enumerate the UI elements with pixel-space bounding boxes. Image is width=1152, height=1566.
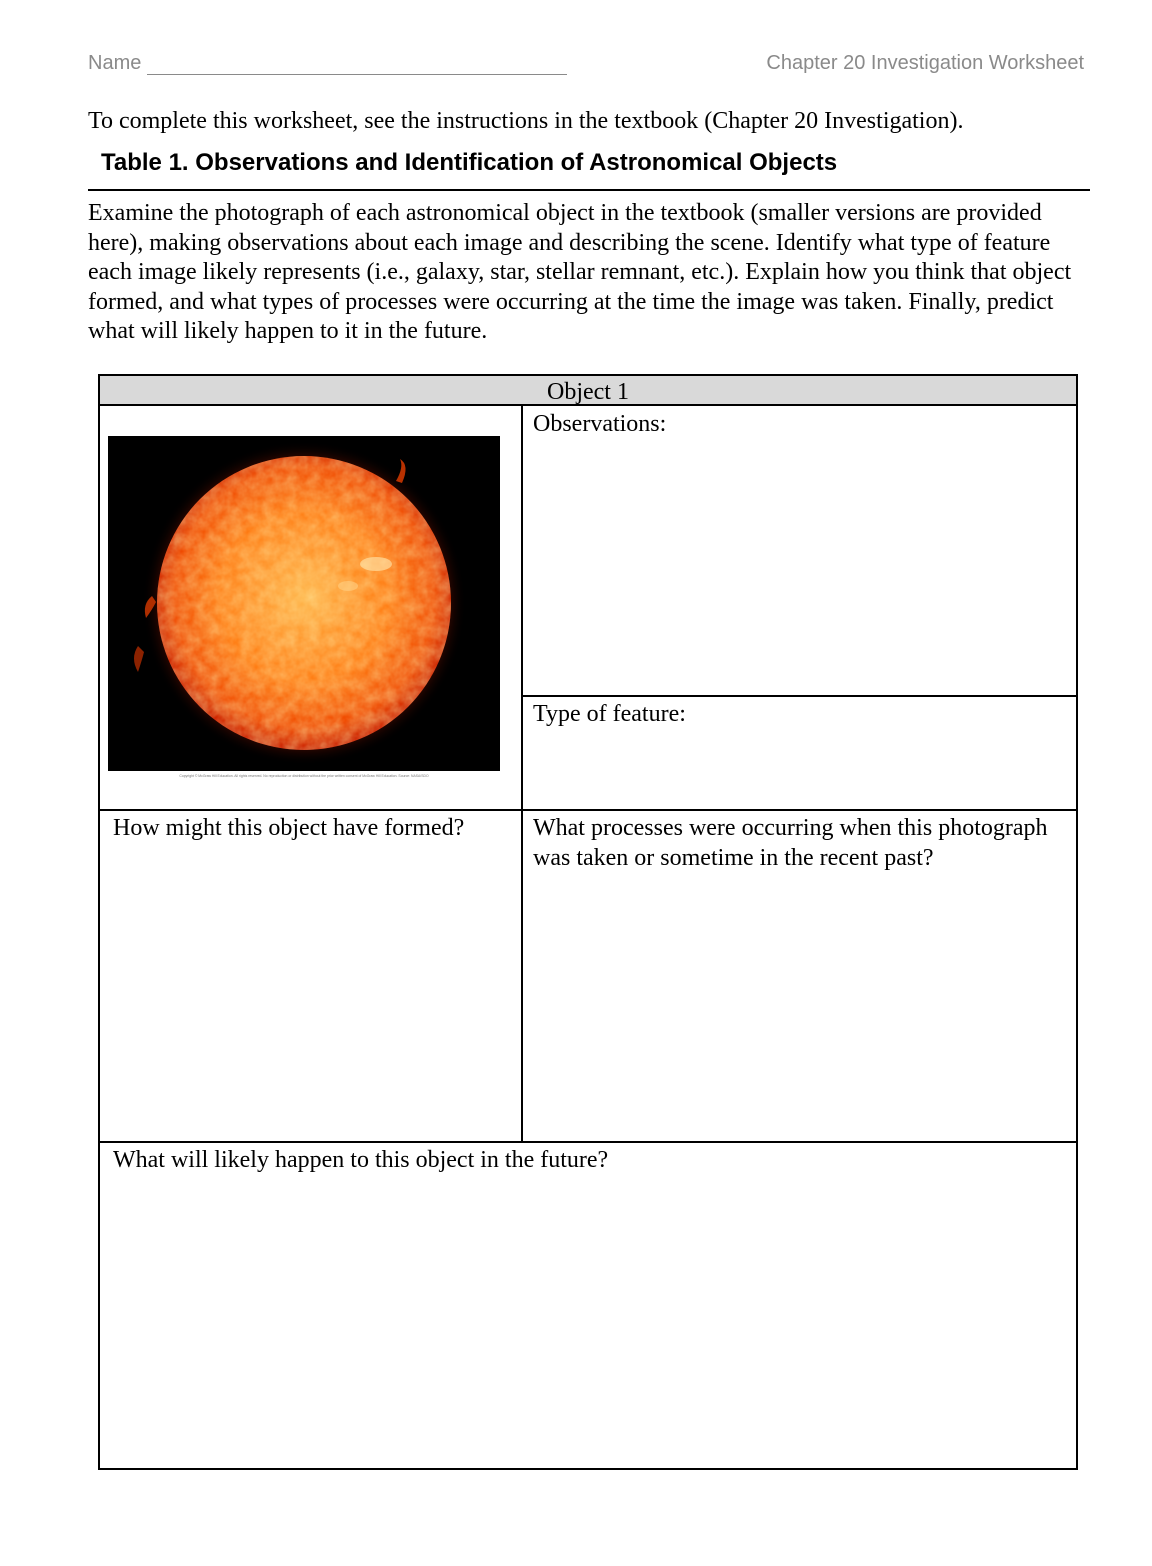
sun-photo — [108, 436, 500, 771]
instructions-paragraph: Examine the photograph of each astronomical object in the textbook (smaller versions are provided here), making observations about each image and describing the scene. Identify what type of feature each image likely represents (i.e., galaxy, star, stellar remnant, etc.). Explain how you think that object formed, and what types of processes were occurring at the time the image was taken. Finally, predict what will likely happen to it in the future. — [88, 200, 1072, 344]
worksheet-table — [98, 374, 1078, 1470]
processes-question: What processes were occurring when this photograph was taken or sometime in the recent past? — [533, 815, 1048, 871]
title-divider — [88, 189, 1090, 191]
column-divider — [521, 406, 523, 1142]
name-label: Name — [88, 52, 142, 74]
row-divider-questions — [100, 809, 1076, 811]
future-question: What will likely happen to this object in the future? — [113, 1147, 609, 1173]
sun-image-icon — [108, 436, 500, 771]
row-divider-observations — [521, 695, 1076, 697]
row-divider-future — [100, 1141, 1076, 1143]
observations-label: Observations: — [533, 411, 667, 437]
formation-question: How might this object have formed? — [113, 815, 465, 841]
name-input-line[interactable] — [147, 54, 567, 75]
type-of-feature-label: Type of feature: — [533, 701, 686, 727]
name-field — [88, 52, 567, 75]
object-header: Object 1 — [100, 376, 1076, 406]
document-title: Chapter 20 Investigation Worksheet — [766, 52, 1084, 74]
intro-text: To complete this worksheet, see the instructions in the textbook (Chapter 20 Investigation). — [88, 108, 964, 134]
table-title: Table 1. Observations and Identification of Astronomical Objects — [101, 149, 838, 176]
photo-credit: Copyright © McGraw Hill Education. All rights reserved. No reproduction or distribution without the prior written consent of McGraw Hill Education. Source: NASA/SDO — [179, 774, 429, 778]
